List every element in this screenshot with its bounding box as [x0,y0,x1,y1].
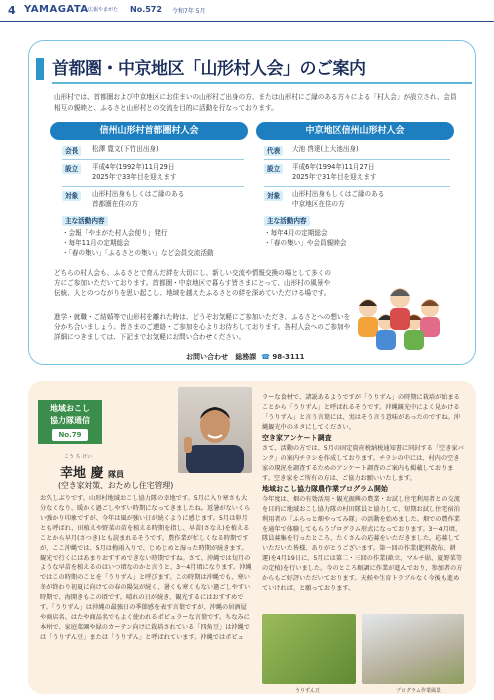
brand-name: YAMAGATA [24,4,89,15]
winged-bean-photo [262,614,356,684]
target-label: 対象 [264,191,283,201]
chair-label: 代表 [264,146,283,156]
member-name-text: 幸地 慶 [60,466,104,481]
target-value: 山形村出身もしくはご縁のある [292,190,385,198]
section-title: 首都圏・中京地区「山形村人会」のご案内 [52,54,472,84]
member-photo [178,387,252,473]
program-heading: 地域おこし協力隊農作業プログラム開始 [262,484,388,493]
activities-label: 主な活動内容 [264,216,310,226]
program-text: 今年度は、畑の有効活用・観光振興の農業・お試し住宅利用者との交流を目的に地域おこし協力隊の村田隊員と協力して、短期お試し住宅宿泊利用者の「ふらっと畑やってみ隊」の活動を始めました。畑での農作業を通年で体験してもらうプログラム形式になっております。3～4月頃、隊員募集を行ったところ、たくさんの応募をいただきました。応募していただいた皆様、ありがとうございます。第一回の作業(肥料散布、耕運)を4月19日に、5月には第二・三回の作業(畝立、マルチ貼、夏野菜等の定植)を行いました。今のところ順調に作業が進んでおり、参加者の方からもご好評いただいております。天候や生育トラブルなく今後も進めていければ、と願っております。 [262,495,463,593]
est-label: 設立 [62,164,81,174]
badge-number: No.79 [52,429,87,441]
activity-item: ・「春の集い」「ふるさとの集い」など会員交流活動 [62,249,214,257]
est-value: 平成6年(1994年)11月27日 [292,163,375,171]
title-bar-accent [36,58,44,80]
est-label: 設立 [264,164,283,174]
body-paragraph-1: どちらの村人会も、ふるさとで育んだ絆を大切にし、新しい交流や情報交換の場として多くの方にご参加いただいております。首都圏・中京地区で暮らす皆さまにとって、山形村の風景や伝統、人とのつながりを思い起こし、地域を越えたふるさとの絆を深めていただける場です。 [54,269,331,298]
phone-icon: ☎ [261,353,270,361]
chair-label: 会長 [62,146,81,156]
issue-date: 令和7年 5月 [172,8,206,15]
divider [62,159,244,160]
badge-line-2: 協力隊通信 [50,416,90,425]
est-value: 平成4年(1992年)11月29日 [92,163,175,171]
card-heading: 信州山形村首都圏村人会 [50,122,248,140]
corps-badge [38,400,102,444]
column-left-text: お久しぶりです。山形村地域おこし協力隊の幸地です。5月に入り寒さも大分なくなり、暖かく過ごしやすい時期になってきましたね。返暑がないくらい強かり印象ですが、今年は風が強い日が続くように感じます。5月は卯月とも呼ばれ、田植えや野菜の苗を植える時期を指し、早苗(さなえ)を植えることから早月(さつき)とも読まれるそうです。農作業が忙しくなる時期ですが、ここ沖縄では、5月は梅雨入りで、じめじめと湿った時期が続きます。観光で行くにはあまりおすすめできない時期ですね。さて、沖縄では旬月のような早苗を植えるのはいつ頃なのかと言うと、3～4月頃になります。沖縄ではこの時期のことを「うりずん」と呼びます。この時期は沖縄でも、寒い冬が終わり初夏に向けての春の陽気が続く、暑くも寒くもない過ごしやすい時期で、海開きもこの頃です。晴れの日が続き、観光するにはおすすめです。「うりずん」は沖縄の最強日の季節感を表す言葉ですが、沖縄の居酒屋や商店名、はたや商品名でもよく使われるポピュラーな言葉です。ちなみに本州で、家庭菜園や緑のカーテン向けに栽培されている「四角豆」は沖縄では「うりずん豆」または「うりずん」と呼ばれています。沖縄ではポピュ [40,495,252,641]
member-name [60,462,124,481]
name-furigana: こう ち けい [64,454,93,460]
contact-tel: 98-3111 [272,353,305,361]
photo-caption-1: うりずん豆 [295,688,321,694]
chair-value: 大池 啓達(上大池出身) [292,145,359,153]
badge-line-1: 地域おこし [50,404,90,413]
activities-label: 主な活動内容 [62,216,108,226]
divider [264,186,450,187]
villagers-illustration [338,280,458,352]
issue-number: No.572 [130,5,162,14]
member-role: (空き家対策、おためし住宅管理) [58,481,174,490]
column-right [262,393,464,594]
brand-sub: 広報やまがた [88,7,119,13]
tokyo-association-card [50,122,248,264]
target-value-2: 中京地区在住の方 [292,200,345,208]
member-title: 隊員 [108,470,125,479]
akiya-text: さて、活動の方では、5月の固定資産税納税通知書に同封する「空き家バンク」の案内チラシを作成しております。チラシの中には、村内の空き家の現況を調査するためのアンケート調査のご案内も掲載しております。空き家をご所有の方は、ご協力お願いいたします。 [262,444,464,482]
target-value-2: 首都圏在住の方 [92,200,139,208]
contact-label: お問い合わせ [186,353,228,361]
contact-dept: 総務課 [235,353,257,361]
est-value-2: 2025年で33年目を迎えます [92,173,177,181]
activity-item: ・毎年11月の定期総会 [62,239,130,247]
target-value: 山形村出身もしくはご縁のある [92,190,185,198]
activity-item: ・毎年4月の定期総会 [264,229,328,237]
page-number: 4 [8,4,16,17]
divider [264,159,450,160]
est-value-2: 2025年で31年目を迎えます [292,173,377,181]
chair-value: 松澤 寛文(下竹田出身) [92,145,159,153]
page-header [0,0,494,22]
photo-caption-2: プログラム作業風景 [396,688,441,694]
body-paragraph-2: 進学・就職・ご結婚等で山形村を離れた時は、どうぞお気軽にご参加いただき、ふるさとへの想いを分かち合いましょう。皆さまのご連絡・ご参加を心よりお待ちしております。各村人会へのご参加や詳細につきましては、下記までお気軽にお問い合わせください。 [54,313,351,342]
farm-work-photo [362,614,464,684]
divider [62,186,244,187]
activity-item: ・会報「やまがた村人会便り」発行 [62,229,168,237]
target-label: 対象 [62,191,81,201]
activity-item: ・「春の集い」や会員親睦会 [264,239,347,247]
right-intro-text: ラーな食材で、諸説あるようですが「うりずん」の時期に栽培が始まることから「うりずん」と呼ばれるそうです。沖縄観光中によく見かける「うりずん」と言う言葉には、実はそう言う意味があったのですね。沖縄観光中のネタにしてください。 [262,394,460,431]
chukyo-association-card [256,122,454,264]
lead-text: 山形村では、首都圏および中京地区にお住まいの山形村ご出身の方、または山形村にご縁のある方々による「村人会」が設立され、会員相互の親睦と、ふるさと山形村との交流を目的に活動を行なっております。 [54,93,457,112]
card-heading: 中京地区信州山形村人会 [256,122,454,140]
akiya-heading: 空き家アンケート調査 [262,433,332,442]
contact-line [186,352,305,362]
